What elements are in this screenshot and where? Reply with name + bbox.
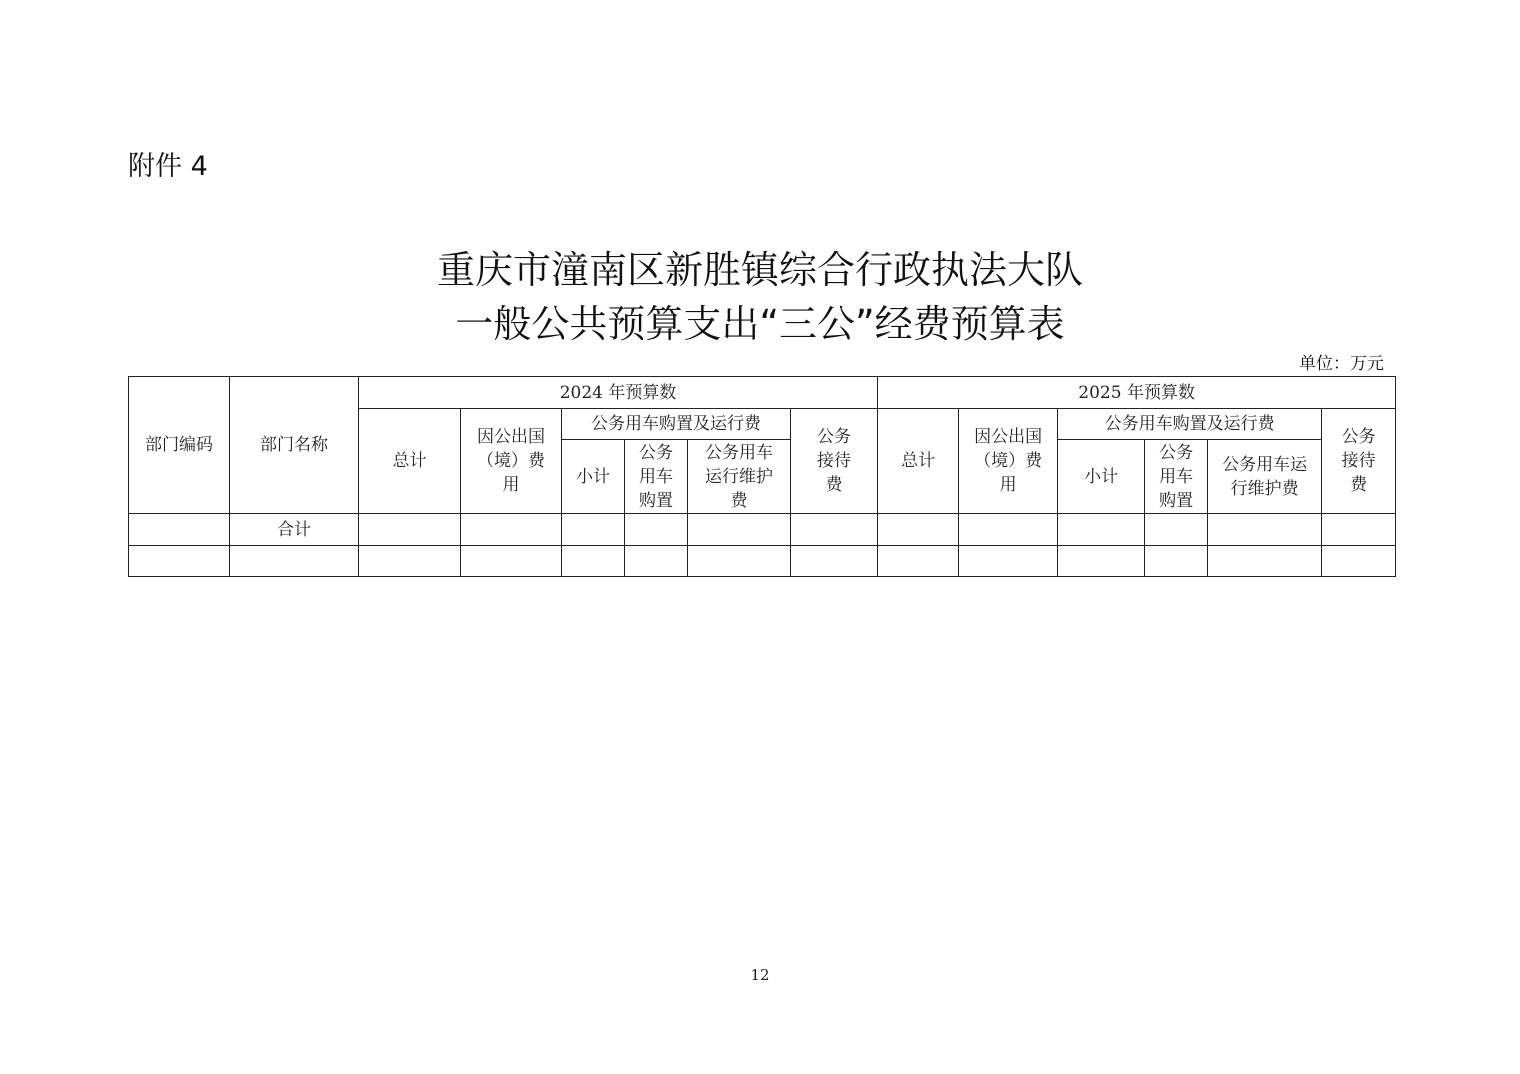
col-2025-total: 总计 bbox=[878, 409, 959, 514]
page-number: 12 bbox=[750, 966, 770, 984]
header-row-1 bbox=[129, 377, 1396, 409]
col-budget-2025: 2025 年预算数 bbox=[878, 377, 1396, 409]
col-2024-subtotal: 小计 bbox=[562, 440, 625, 514]
col-dept-name: 部门名称 bbox=[230, 377, 359, 514]
col-2025-car-purchase: 公务用车购置 bbox=[1145, 440, 1208, 514]
col-2025-car-maintenance: 公务用车运行维护费 bbox=[1208, 440, 1322, 514]
col-2024-car-purchase: 公务用车购置 bbox=[625, 440, 688, 514]
page-subtitle: 一般公共预算支出“三公”经费预算表 bbox=[455, 302, 1065, 346]
sum-row-label: 合计 bbox=[230, 514, 359, 546]
col-2024-total: 总计 bbox=[359, 409, 461, 514]
table-row bbox=[129, 546, 1396, 577]
col-dept-code: 部门编码 bbox=[129, 377, 230, 514]
table-row bbox=[129, 514, 1396, 546]
col-2025-car-group: 公务用车购置及运行费 bbox=[1058, 409, 1322, 440]
col-2025-reception: 公务接待费 bbox=[1322, 409, 1396, 514]
attachment-label: 附件 4 bbox=[128, 151, 208, 182]
unit-label: 单位：万元 bbox=[1299, 354, 1384, 374]
col-2024-abroad: 因公出国（境）费用 bbox=[461, 409, 562, 514]
col-2025-abroad: 因公出国（境）费用 bbox=[959, 409, 1058, 514]
budget-table bbox=[128, 376, 1396, 577]
col-2025-subtotal: 小计 bbox=[1058, 440, 1145, 514]
page-title: 重庆市潼南区新胜镇综合行政执法大队 bbox=[436, 248, 1083, 292]
col-budget-2024: 2024 年预算数 bbox=[359, 377, 878, 409]
col-2024-car-maintenance: 公务用车运行维护费 bbox=[688, 440, 791, 514]
col-2024-reception: 公务接待费 bbox=[791, 409, 878, 514]
col-2024-car-group: 公务用车购置及运行费 bbox=[562, 409, 791, 440]
